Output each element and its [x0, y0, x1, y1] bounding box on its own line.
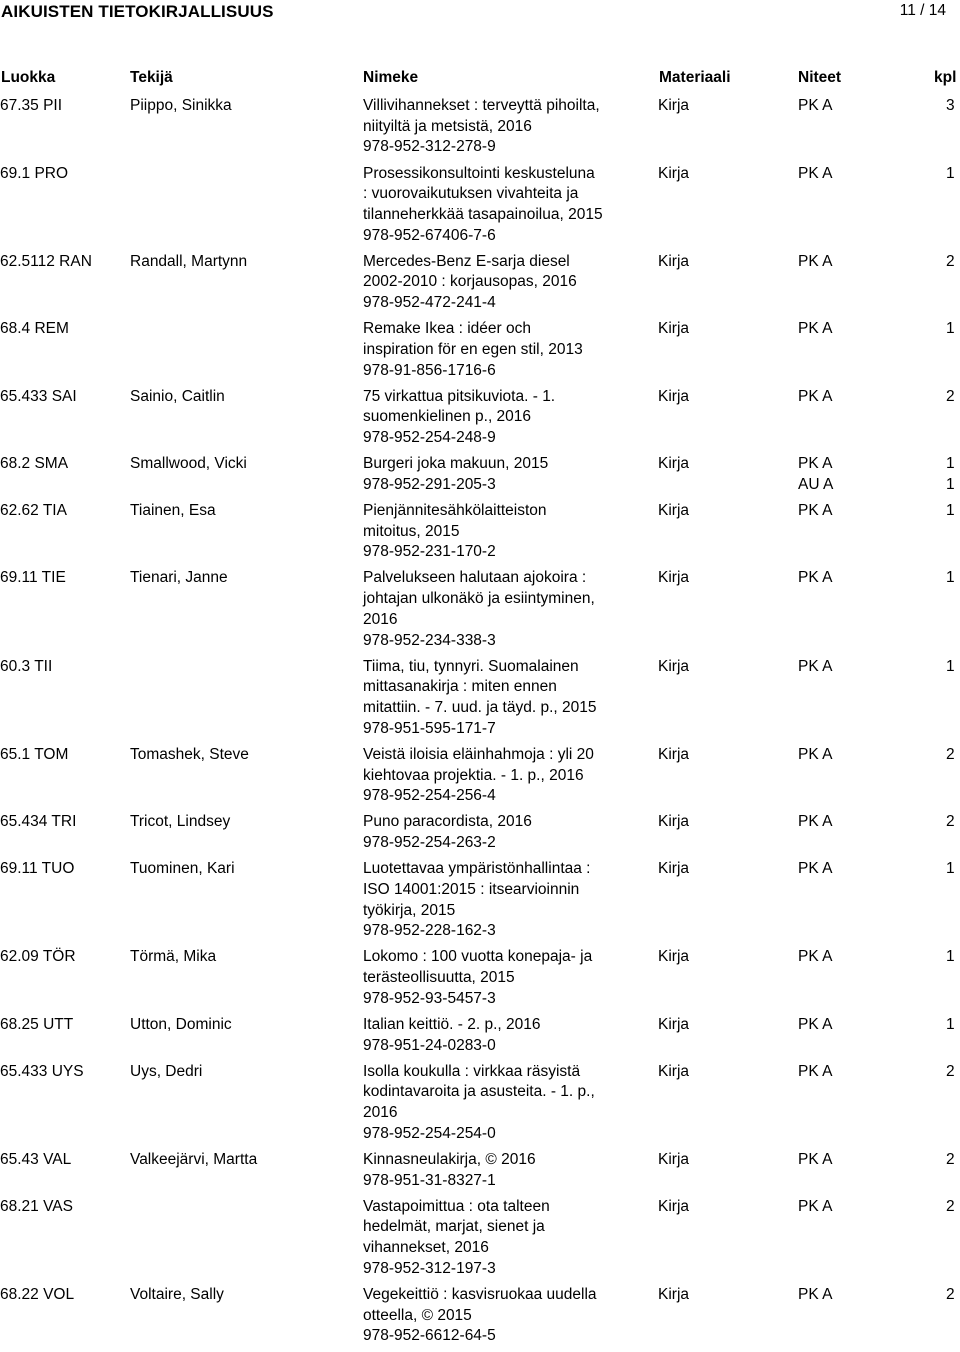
title-line: Pienjännitesähkölaitteiston — [363, 501, 547, 519]
material: Kirja — [658, 1197, 690, 1215]
class-code: 68.21 VAS — [0, 1197, 73, 1215]
material: Kirja — [658, 1285, 690, 1303]
table-row — [0, 164, 960, 252]
location-code: PK A — [798, 455, 833, 473]
copies-location — [798, 164, 832, 185]
location-code: PK A — [798, 948, 833, 966]
copies-location — [798, 1285, 832, 1306]
title — [363, 387, 555, 449]
table-row — [0, 252, 960, 320]
table-row — [0, 1197, 960, 1285]
count-value: 2 — [946, 1285, 955, 1303]
copies-location — [798, 1015, 832, 1036]
copy-count — [946, 947, 955, 968]
material: Kirja — [658, 948, 690, 966]
material: Kirja — [658, 252, 690, 270]
author: Törmä, Mika — [130, 948, 217, 966]
class-code: 69.11 TUO — [0, 860, 75, 878]
copy-count — [946, 164, 955, 185]
copy-count — [946, 387, 955, 408]
class-code: 69.1 PRO — [0, 164, 69, 182]
table-row — [0, 1062, 960, 1150]
class-code: 65.43 VAL — [0, 1150, 72, 1168]
title-line: Burgeri joka makuun, 2015 — [363, 455, 549, 473]
copies-location — [798, 252, 832, 273]
location-code: PK A — [798, 1285, 833, 1303]
class-code: 65.434 TRI — [0, 813, 77, 831]
copy-count — [946, 812, 955, 833]
material: Kirja — [658, 860, 690, 878]
table-row — [0, 947, 960, 1015]
copies-location — [798, 1197, 832, 1218]
copies-location — [798, 1150, 832, 1171]
title-line: Isolla koukulla : virkkaa räsyistä — [363, 1062, 581, 1080]
author: Smallwood, Vicki — [130, 455, 247, 473]
count-value: 1 — [946, 320, 955, 338]
column-header-nimeke: Nimeke — [363, 69, 419, 86]
count-value: 2 — [946, 1150, 955, 1168]
copy-count — [946, 96, 955, 117]
count-value: 1 — [946, 569, 955, 587]
table-row — [0, 387, 960, 455]
title — [363, 1150, 536, 1191]
title-line: kodintavaroita ja asusteita. - 1. p., — [363, 1083, 595, 1101]
title-line: Vastapoimittua : ota talteen — [363, 1197, 550, 1215]
title-line: Mercedes-Benz E-sarja diesel — [363, 252, 570, 270]
title-line: : vuorovaikutuksen vivahteita ja — [363, 185, 579, 203]
title-line: Tiima, tiu, tynnyri. Suomalainen — [363, 657, 579, 675]
material: Kirja — [658, 320, 690, 338]
count-value: 1 — [946, 1015, 955, 1033]
count-value: 3 — [946, 97, 955, 114]
count-value: 1 — [946, 501, 955, 519]
title-line: 978-952-254-263-2 — [363, 834, 496, 852]
class-code: 60.3 TII — [0, 657, 53, 675]
catalog-list — [0, 96, 960, 1352]
count-value: 1 — [946, 164, 955, 182]
title-line: otteella, © 2015 — [363, 1306, 472, 1324]
class-code: 68.25 UTT — [0, 1015, 74, 1033]
title-line: 75 virkattua pitsikuviota. - 1. — [363, 387, 556, 405]
table-row — [0, 812, 960, 859]
class-code: 65.433 UYS — [0, 1062, 84, 1080]
title-line: 978-952-93-5457-3 — [363, 989, 496, 1007]
title-line: 978-952-234-338-3 — [363, 631, 496, 649]
title-line: 978-952-254-254-0 — [363, 1124, 496, 1142]
location-code: PK A — [798, 1015, 833, 1033]
copy-count — [946, 859, 955, 880]
author: Utton, Dominic — [130, 1015, 232, 1033]
column-header-tekija: Tekijä — [130, 69, 173, 86]
class-code: 67.35 PII — [0, 97, 63, 114]
document-title: AIKUISTEN TIETOKIRJALLISUUS — [1, 2, 274, 21]
count-value: 2 — [946, 252, 955, 270]
title-line: 978-952-231-170-2 — [363, 543, 496, 561]
table-row — [0, 501, 960, 569]
material: Kirja — [658, 455, 690, 473]
copies-location — [798, 1062, 832, 1083]
location-code: PK A — [798, 860, 833, 878]
author: Tiainen, Esa — [130, 501, 216, 519]
author: Uys, Dedri — [130, 1062, 203, 1080]
count-value: 1 — [946, 948, 955, 966]
copy-count — [946, 1015, 955, 1036]
location-code: PK A — [798, 164, 833, 182]
location-code: PK A — [798, 97, 833, 114]
title-line: terästeollisuutta, 2015 — [363, 969, 515, 987]
title — [363, 859, 590, 942]
title-line: 2002-2010 : korjausopas, 2016 — [363, 273, 577, 291]
class-code: 62.09 TÖR — [0, 948, 76, 966]
title-line: mitoitus, 2015 — [363, 522, 460, 540]
class-code: 62.5112 RAN — [0, 252, 92, 270]
count-value: 1 — [946, 475, 955, 493]
title-line: 978-951-595-171-7 — [363, 719, 496, 737]
table-row — [0, 1015, 960, 1062]
title-line: Villivihannekset : terveyttä pihoilta, — [363, 97, 600, 114]
column-header-materiaali: Materiaali — [659, 69, 731, 86]
title-line: vihannekset, 2016 — [363, 1239, 489, 1257]
copy-count — [946, 1150, 955, 1171]
title-line: Vegekeittiö : kasvisruokaa uudella — [363, 1285, 597, 1303]
title-line: Veistä iloisia eläinhahmoja : yli 20 — [363, 745, 594, 763]
title — [363, 1015, 541, 1056]
material: Kirja — [658, 501, 690, 519]
copies-location — [798, 568, 832, 589]
column-header-niteet: Niteet — [798, 69, 842, 86]
location-code: PK A — [798, 813, 833, 831]
class-code: 65.433 SAI — [0, 387, 77, 405]
page-header — [0, 0, 960, 26]
title-line: 978-952-472-241-4 — [363, 294, 496, 312]
copies-location — [798, 812, 832, 833]
page-number: 11 / 14 — [899, 2, 946, 19]
author: Tomashek, Steve — [130, 745, 249, 763]
title-line: Remake Ikea : idéer och — [363, 320, 532, 338]
copies-location — [798, 501, 832, 522]
title — [363, 1197, 550, 1280]
author: Valkeejärvi, Martta — [130, 1150, 258, 1168]
material: Kirja — [658, 813, 690, 831]
author: Randall, Martynn — [130, 252, 248, 270]
title-line: 978-952-291-205-3 — [363, 475, 496, 493]
location-code: PK A — [798, 569, 833, 587]
location-code: AU A — [798, 475, 834, 493]
title — [363, 568, 595, 651]
title-line: 978-952-312-197-3 — [363, 1259, 496, 1277]
material: Kirja — [658, 164, 690, 182]
class-code: 62.62 TIA — [0, 501, 67, 519]
title-line: Kinnasneulakirja, © 2016 — [363, 1150, 536, 1168]
title — [363, 745, 594, 807]
location-code: PK A — [798, 387, 833, 405]
table-row — [0, 1285, 960, 1352]
title — [363, 501, 547, 563]
count-value: 1 — [946, 657, 955, 675]
title-line: mitattiin. - 7. uud. ja täyd. p., 2015 — [363, 699, 597, 717]
location-code: PK A — [798, 745, 833, 763]
copies-location — [798, 96, 832, 117]
material: Kirja — [658, 1015, 690, 1033]
location-code: PK A — [798, 501, 833, 519]
count-value: 1 — [946, 860, 955, 878]
count-value: 2 — [946, 1062, 955, 1080]
author: Tuominen, Kari — [130, 860, 235, 878]
copy-count — [946, 1197, 955, 1218]
material: Kirja — [658, 657, 690, 675]
title — [363, 947, 592, 1009]
title — [363, 657, 597, 740]
table-row — [0, 745, 960, 813]
copy-count — [946, 501, 955, 522]
title-line: mittasanakirja : miten ennen — [363, 678, 557, 696]
title-line: Lokomo : 100 vuotta konepaja- ja — [363, 948, 593, 966]
material: Kirja — [658, 1062, 690, 1080]
author: Voltaire, Sally — [130, 1285, 224, 1303]
title-line: Italian keittiö. - 2. p., 2016 — [363, 1015, 541, 1033]
table-row — [0, 96, 960, 164]
table-row — [0, 1150, 960, 1197]
location-code: PK A — [798, 1197, 833, 1215]
title-line: 978-952-254-248-9 — [363, 429, 496, 447]
location-code: PK A — [798, 657, 833, 675]
count-value: 1 — [946, 455, 955, 473]
copies-location — [798, 859, 832, 880]
copies-location — [798, 745, 832, 766]
title-line: 978-91-856-1716-6 — [363, 361, 496, 379]
title-line: ISO 14001:2015 : itsearvioinnin — [363, 880, 580, 898]
title — [363, 1062, 595, 1145]
copy-count — [946, 745, 955, 766]
title-line: kiehtovaa projektia. - 1. p., 2016 — [363, 766, 584, 784]
column-header-kpl: kpl — [934, 69, 957, 86]
copy-count — [946, 454, 955, 495]
table-row — [0, 454, 960, 501]
copies-location — [798, 387, 832, 408]
copy-count — [946, 1285, 955, 1306]
title-line: 978-951-24-0283-0 — [363, 1036, 496, 1054]
copy-count — [946, 252, 955, 273]
table-row — [0, 568, 960, 656]
count-value: 2 — [946, 745, 955, 763]
location-code: PK A — [798, 1062, 833, 1080]
title — [363, 454, 548, 495]
title-line: suomenkielinen p., 2016 — [363, 408, 532, 426]
class-code: 68.4 REM — [0, 320, 69, 338]
author: Tienari, Janne — [130, 569, 228, 587]
copy-count — [946, 568, 955, 589]
title — [363, 252, 577, 314]
class-code: 65.1 TOM — [0, 745, 69, 763]
title-line: työkirja, 2015 — [363, 901, 456, 919]
title-line: 978-952-67406-7-6 — [363, 226, 496, 244]
title-line: 978-952-312-278-9 — [363, 138, 496, 156]
material: Kirja — [658, 569, 690, 587]
author: Sainio, Caitlin — [130, 387, 225, 405]
title — [363, 164, 603, 247]
copies-location — [798, 947, 832, 968]
copies-location — [798, 657, 832, 678]
title-line: johtajan ulkonäkö ja esiintyminen, — [363, 590, 595, 608]
title — [363, 96, 600, 158]
author: Piippo, Sinikka — [130, 97, 232, 114]
copies-location — [798, 319, 832, 340]
title-line: Palvelukseen halutaan ajokoira : — [363, 569, 587, 587]
count-value: 2 — [946, 387, 955, 405]
table-row — [0, 319, 960, 387]
title-line: 978-952-254-256-4 — [363, 787, 496, 805]
title-line: Puno paracordista, 2016 — [363, 813, 532, 831]
title-line: 978-952-228-162-3 — [363, 922, 496, 940]
column-header-luokka: Luokka — [1, 69, 56, 86]
table-row — [0, 657, 960, 745]
copy-count — [946, 319, 955, 340]
copy-count — [946, 1062, 955, 1083]
author: Tricot, Lindsey — [130, 813, 231, 831]
location-code: PK A — [798, 320, 833, 338]
material: Kirja — [658, 1150, 690, 1168]
copy-count — [946, 657, 955, 678]
title-line: tilanneherkkää tasapainoilua, 2015 — [363, 205, 603, 223]
copies-location — [798, 454, 833, 495]
material: Kirja — [658, 97, 690, 114]
title-line: 978-952-6612-64-5 — [363, 1327, 496, 1345]
title — [363, 319, 583, 381]
count-value: 2 — [946, 1197, 955, 1215]
title-line: Luotettavaa ympäristönhallintaa : — [363, 860, 591, 878]
table-row — [0, 859, 960, 947]
class-code: 69.11 TIE — [0, 569, 66, 587]
title — [363, 812, 532, 853]
title-line: niityiltä ja metsistä, 2016 — [363, 117, 532, 135]
count-value: 2 — [946, 813, 955, 831]
title — [363, 1285, 597, 1347]
title-line: 2016 — [363, 1104, 398, 1122]
location-code: PK A — [798, 252, 833, 270]
title-line: 2016 — [363, 610, 398, 628]
location-code: PK A — [798, 1150, 833, 1168]
title-line: inspiration för en egen stil, 2013 — [363, 340, 583, 358]
title-line: Prosessikonsultointi keskusteluna — [363, 164, 595, 182]
material: Kirja — [658, 745, 690, 763]
title-line: hedelmät, marjat, sienet ja — [363, 1218, 545, 1236]
material: Kirja — [658, 387, 690, 405]
class-code: 68.2 SMA — [0, 455, 69, 473]
class-code: 68.22 VOL — [0, 1285, 75, 1303]
title-line: 978-951-31-8327-1 — [363, 1171, 496, 1189]
